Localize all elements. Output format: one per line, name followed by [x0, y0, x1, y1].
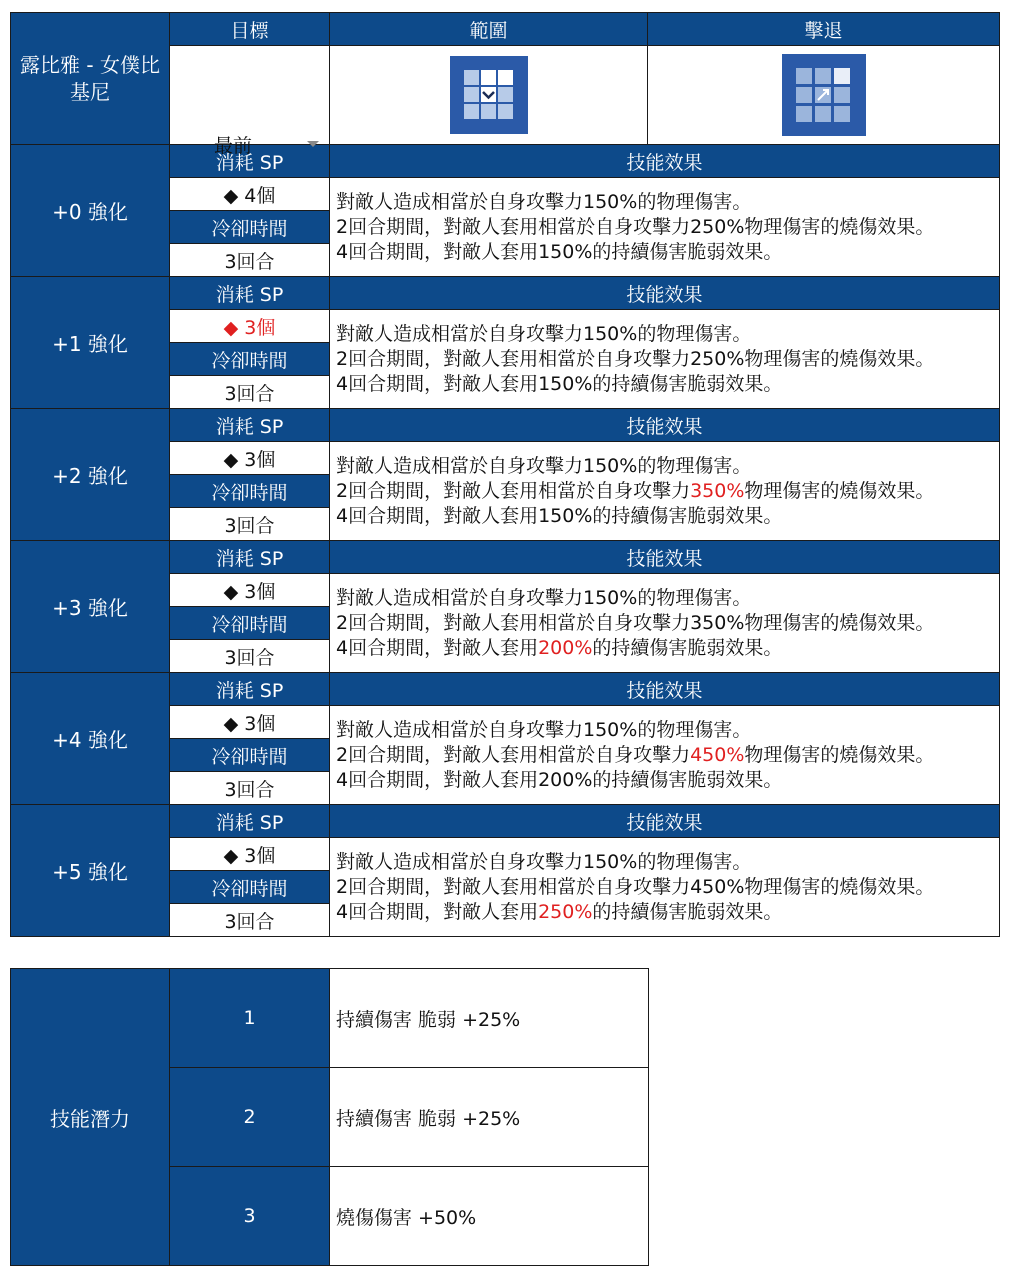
level-name: +2 強化	[11, 409, 170, 541]
cooldown-header: 冷卻時間	[170, 607, 330, 640]
level-name: +1 強化	[11, 277, 170, 409]
cooldown-value: 3回合	[170, 508, 330, 541]
level-name: +0 強化	[11, 145, 170, 277]
skill-effect-text: 對敵人造成相當於自身攻擊力150%的物理傷害。 2回合期間，對敵人套用相當於自身攻擊力250%物理傷害的燒傷效果。 4回合期間，對敵人套用150%的持續傷害脆弱效果。	[330, 310, 1000, 409]
knockback-header: 擊退	[648, 13, 1000, 46]
cooldown-header: 冷卻時間	[170, 739, 330, 772]
knockback-cell	[648, 46, 1000, 145]
sp-header: 消耗 SP	[170, 277, 330, 310]
cooldown-header: 冷卻時間	[170, 871, 330, 904]
skill-effect-text: 對敵人造成相當於自身攻擊力150%的物理傷害。 2回合期間，對敵人套用相當於自身攻擊力250%物理傷害的燒傷效果。 4回合期間，對敵人套用150%的持續傷害脆弱效果。	[330, 178, 1000, 277]
sp-header: 消耗 SP	[170, 673, 330, 706]
potential-table	[10, 968, 649, 1266]
potential-num-1: 1	[170, 969, 330, 1068]
potential-label: 技能潛力	[11, 969, 170, 1266]
sp-header: 消耗 SP	[170, 541, 330, 574]
cooldown-header: 冷卻時間	[170, 475, 330, 508]
sp-value: ◆ 4個	[170, 178, 330, 211]
enhancement-levels	[11, 145, 1000, 937]
sp-value: ◆ 3個	[170, 838, 330, 871]
cooldown-value: 3回合	[170, 640, 330, 673]
level-name: +4 強化	[11, 673, 170, 805]
sp-value: ◆ 3個	[170, 442, 330, 475]
effect-header: 技能效果	[330, 673, 1000, 706]
diamond-icon: ◆	[223, 580, 239, 603]
character-name: 露比雅 - 女僕比基尼	[11, 13, 170, 145]
range-cell	[330, 46, 648, 145]
diamond-icon: ◆	[223, 712, 239, 735]
potential-text-2: 持續傷害 脆弱 +25%	[330, 1068, 649, 1167]
sp-value: ◆ 3個	[170, 706, 330, 739]
target-dropdown[interactable]	[170, 46, 330, 157]
dropdown-arrow-icon[interactable]	[307, 141, 319, 147]
cooldown-header: 冷卻時間	[170, 343, 330, 376]
sp-header: 消耗 SP	[170, 409, 330, 442]
skill-table	[10, 12, 1000, 937]
sp-value: ◆ 3個	[170, 574, 330, 607]
effect-header: 技能效果	[330, 805, 1000, 838]
skill-effect-text: 對敵人造成相當於自身攻擊力150%的物理傷害。 2回合期間，對敵人套用相當於自身攻擊力450%物理傷害的燒傷效果。 4回合期間，對敵人套用250%的持續傷害脆弱效果。	[330, 838, 1000, 937]
diamond-icon: ◆	[223, 184, 239, 207]
skill-effect-text: 對敵人造成相當於自身攻擊力150%的物理傷害。 2回合期間，對敵人套用相當於自身攻擊力350%物理傷害的燒傷效果。 4回合期間，對敵人套用150%的持續傷害脆弱效果。	[330, 442, 1000, 541]
sp-header: 消耗 SP	[170, 805, 330, 838]
effect-header: 技能效果	[330, 409, 1000, 442]
cooldown-header: 冷卻時間	[170, 211, 330, 244]
cooldown-value: 3回合	[170, 904, 330, 937]
sp-header: 消耗 SP	[170, 145, 330, 178]
skill-effect-text: 對敵人造成相當於自身攻擊力150%的物理傷害。 2回合期間，對敵人套用相當於自身攻擊力350%物理傷害的燒傷效果。 4回合期間，對敵人套用200%的持續傷害脆弱效果。	[330, 574, 1000, 673]
skill-effect-text: 對敵人造成相當於自身攻擊力150%的物理傷害。 2回合期間，對敵人套用相當於自身攻擊力450%物理傷害的燒傷效果。 4回合期間，對敵人套用200%的持續傷害脆弱效果。	[330, 706, 1000, 805]
cooldown-value: 3回合	[170, 244, 330, 277]
range-header: 範圍	[330, 13, 648, 46]
sp-value: ◆ 3個	[170, 310, 330, 343]
grid-knockback-arrow-icon	[782, 54, 866, 136]
target-value: 最前	[214, 135, 253, 157]
diamond-icon: ◆	[223, 844, 239, 867]
potential-text-1: 持續傷害 脆弱 +25%	[330, 969, 649, 1068]
grid-front-target-icon	[450, 56, 528, 134]
effect-header: 技能效果	[330, 541, 1000, 574]
effect-header: 技能效果	[330, 277, 1000, 310]
diamond-icon: ◆	[223, 316, 239, 339]
potential-num-3: 3	[170, 1167, 330, 1266]
cooldown-value: 3回合	[170, 772, 330, 805]
diamond-icon: ◆	[223, 448, 239, 471]
cooldown-value: 3回合	[170, 376, 330, 409]
potential-text-3: 燒傷傷害 +50%	[330, 1167, 649, 1266]
level-name: +5 強化	[11, 805, 170, 937]
target-header: 目標	[170, 13, 330, 46]
potential-num-2: 2	[170, 1068, 330, 1167]
effect-header: 技能效果	[330, 145, 1000, 178]
level-name: +3 強化	[11, 541, 170, 673]
